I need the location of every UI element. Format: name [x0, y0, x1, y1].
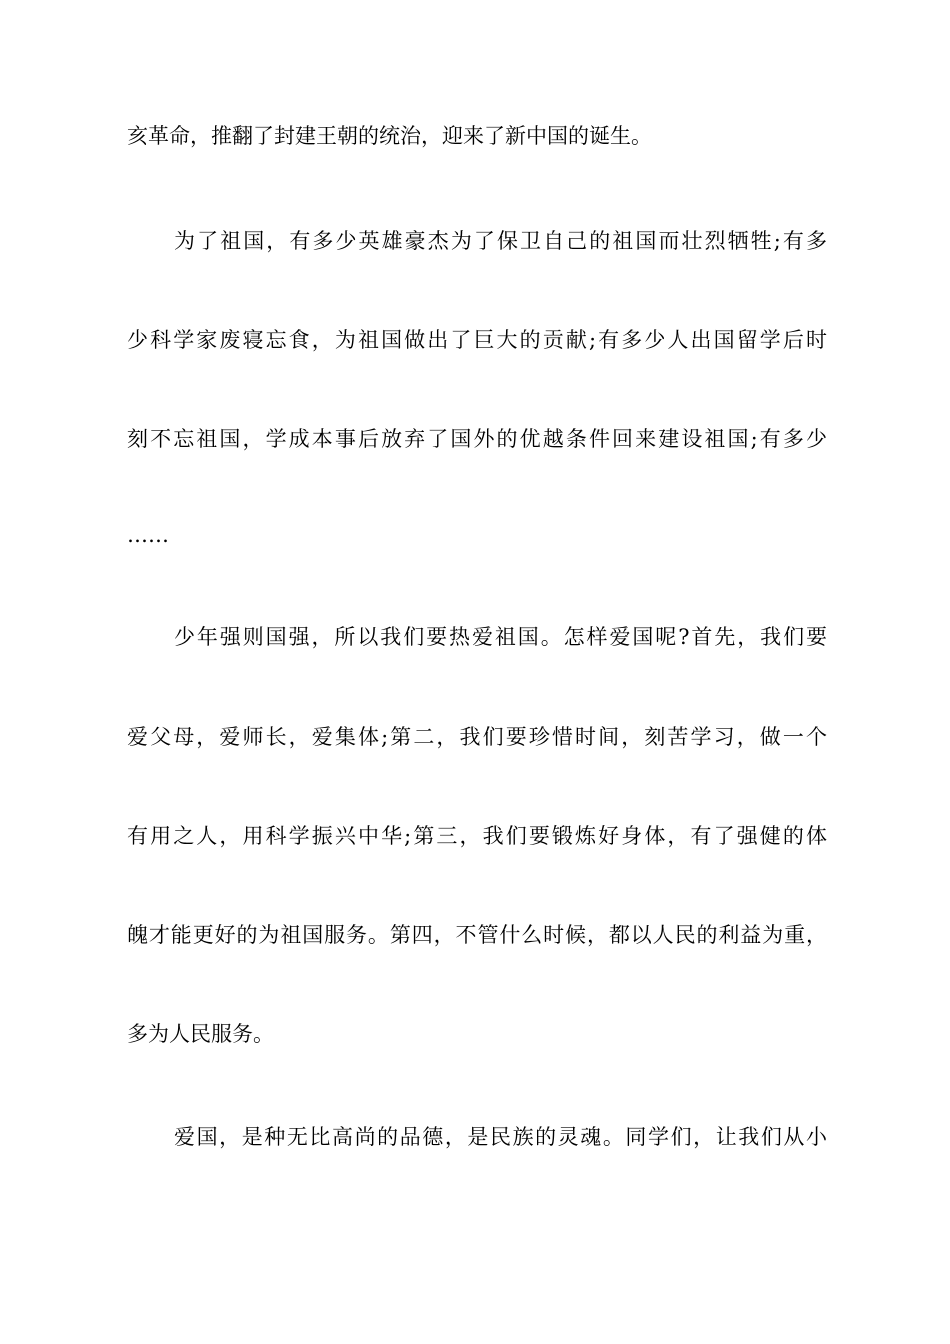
paragraph-line: 亥革命，推翻了封建王朝的统治，迎来了新中国的诞生。	[127, 124, 652, 148]
paragraph-line: 多为人民服务。	[127, 1022, 274, 1046]
paragraph-line: 有用之人，用科学振兴中华;第三，我们要锻炼好身体，有了强健的体	[127, 824, 827, 848]
paragraph-line: 魄才能更好的为祖国服务。第四，不管什么时候，都以人民的利益为重，	[127, 923, 827, 947]
paragraph-line: 爱父母，爱师长，爱集体;第二，我们要珍惜时间，刻苦学习，做一个	[127, 725, 827, 749]
paragraph-line: 少年强则国强，所以我们要热爱祖国。怎样爱国呢?首先，我们要	[174, 625, 827, 649]
paragraph-line: 刻不忘祖国，学成本事后放弃了国外的优越条件回来建设祖国;有多少	[127, 427, 827, 451]
paragraph-line: 爱国，是种无比高尚的品德，是民族的灵魂。同学们，让我们从小	[174, 1125, 827, 1149]
paragraph-line: 为了祖国，有多少英雄豪杰为了保卫自己的祖国而壮烈牺牲;有多	[174, 229, 827, 253]
paragraph-line: 少科学家废寝忘食，为祖国做出了巨大的贡献;有多少人出国留学后时	[127, 328, 827, 352]
paragraph-line: ……	[127, 523, 169, 547]
